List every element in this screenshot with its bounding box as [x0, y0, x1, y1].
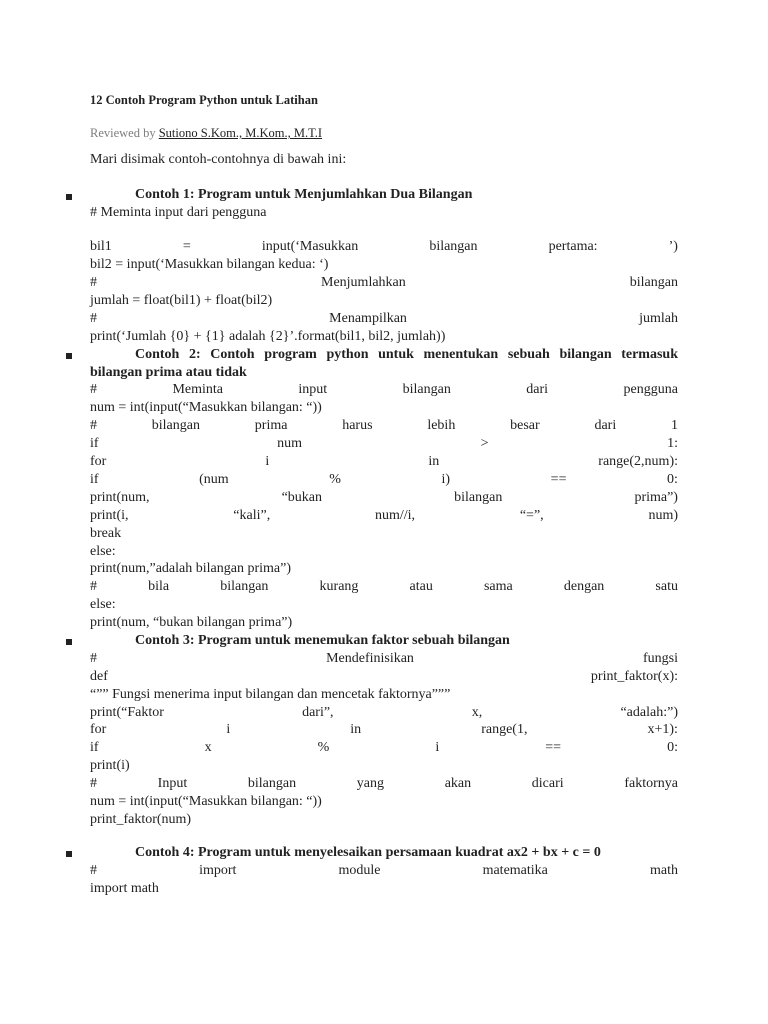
- code-line: print(‘Jumlah {0} + {1} adalah {2}’.format(bil1, bil2, jumlah)): [90, 329, 446, 344]
- code-line: if num > 1:: [90, 436, 678, 451]
- code-line: # bilangan prima harus lebih besar dari 1: [90, 418, 678, 433]
- intro-text: Mari disimak contoh-contohnya di bawah ini:: [90, 152, 347, 167]
- code-line: # Meminta input bilangan dari pengguna: [90, 382, 678, 397]
- code-line: # Mendefinisikan fungsi: [90, 651, 678, 666]
- section-heading-1: Contoh 1: Program untuk Menjumlahkan Dua Bilangan: [135, 187, 473, 202]
- code-line: else:: [90, 597, 116, 612]
- code-line: # import module matematika math: [90, 863, 678, 878]
- code-line: num = int(input(“Masukkan bilangan: “)): [90, 794, 322, 809]
- code-line: # Menampilkan jumlah: [90, 311, 678, 326]
- code-line: # Meminta input dari pengguna: [90, 205, 267, 220]
- bullet-icon: [66, 353, 72, 359]
- code-line: print(“Faktor dari”, x, “adalah:”): [90, 705, 678, 720]
- section-heading-4: Contoh 4: Program untuk menyelesaikan persamaan kuadrat ax2 + bx + c = 0: [135, 845, 601, 860]
- code-line: num = int(input(“Masukkan bilangan: “)): [90, 400, 322, 415]
- code-line: print(num, “bukan bilangan prima”): [90, 490, 678, 505]
- section-heading-3: Contoh 3: Program untuk menemukan faktor sebuah bilangan: [135, 633, 510, 648]
- code-line: print(num, “bukan bilangan prima”): [90, 615, 293, 630]
- code-line: # bila bilangan kurang atau sama dengan satu: [90, 579, 678, 594]
- code-line: import math: [90, 881, 159, 896]
- code-line: for i in range(2,num):: [90, 454, 678, 469]
- code-line: # Menjumlahkan bilangan: [90, 275, 678, 290]
- code-line: print(i): [90, 758, 130, 773]
- code-line: if x % i == 0:: [90, 740, 678, 755]
- code-line: “”” Fungsi menerima input bilangan dan mencetak faktornya”””: [90, 687, 451, 702]
- code-line: print_faktor(num): [90, 812, 192, 827]
- code-line: jumlah = float(bil1) + float(bil2): [90, 293, 273, 308]
- code-line: bil1 = input(‘Masukkan bilangan pertama: ’): [90, 239, 678, 254]
- bullet-icon: [66, 639, 72, 645]
- code-line: bil2 = input(‘Masukkan bilangan kedua: ‘): [90, 257, 329, 272]
- reviewed-by: [90, 126, 322, 141]
- code-line: def print_faktor(x):: [90, 669, 678, 684]
- code-line: if (num % i) == 0:: [90, 472, 678, 487]
- code-line: for i in range(1, x+1):: [90, 722, 678, 737]
- code-line: print(num,”adalah bilangan prima”): [90, 561, 291, 576]
- bullet-icon: [66, 851, 72, 857]
- reviewer-link[interactable]: Sutiono S.Kom., M.Kom., M.T.I: [158, 126, 323, 140]
- bullet-icon: [66, 194, 72, 200]
- code-line: # Input bilangan yang akan dicari faktornya: [90, 776, 678, 791]
- code-line: else:: [90, 544, 116, 559]
- section-heading-2: Contoh 2: Contoh program python untuk menentukan sebuah bilangan termasuk bilangan prima atau tidak: [90, 347, 678, 380]
- reviewed-prefix: Reviewed by: [90, 126, 159, 140]
- code-line: break: [90, 526, 122, 541]
- page-title: 12 Contoh Program Python untuk Latihan: [90, 93, 318, 107]
- code-line: print(i, “kali”, num//i, “=”, num): [90, 508, 678, 523]
